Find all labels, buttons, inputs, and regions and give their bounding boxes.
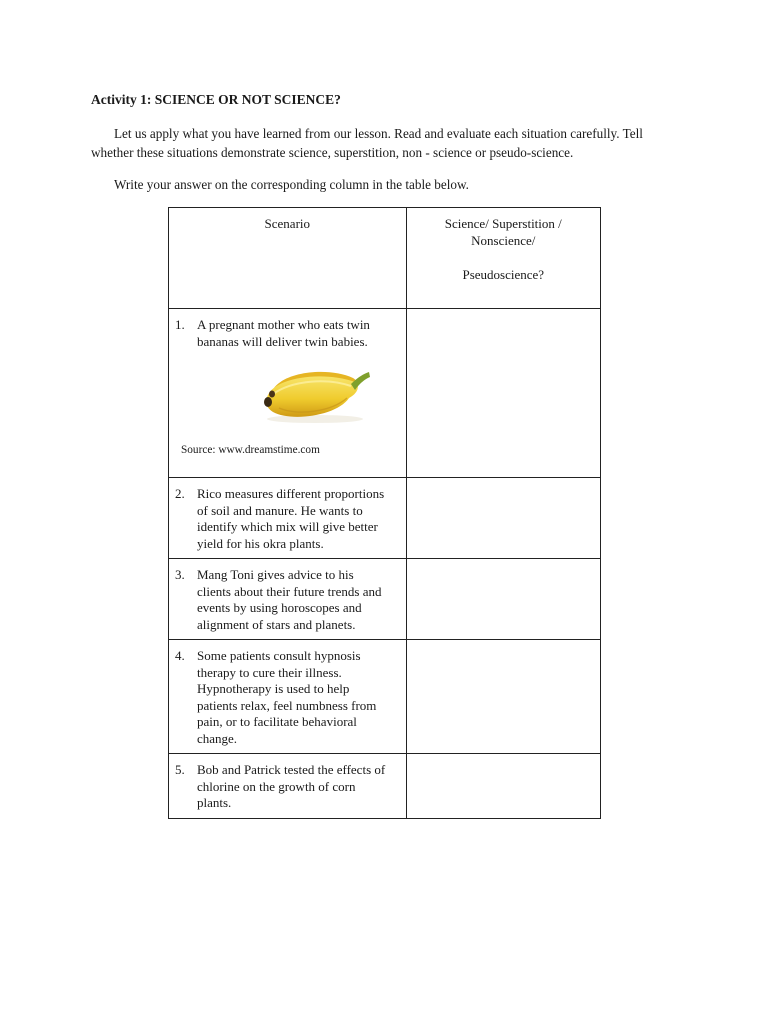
item-line: Rico measures different proportions <box>197 486 385 501</box>
intro-line-1: Let us apply what you have learned from our lesson. Read and evaluate each situation carefully. Tell <box>114 126 643 141</box>
item-line: yield for his okra plants. <box>197 535 324 551</box>
item-line: bananas will deliver twin babies. <box>197 333 368 349</box>
item-text <box>197 762 398 812</box>
answer-cell-4[interactable] <box>406 640 600 754</box>
item-line: Some patients consult hypnosis <box>197 648 361 663</box>
table-row <box>169 640 601 754</box>
item-number: 1. <box>175 317 185 332</box>
item-number: 2. <box>175 486 185 501</box>
instruction-text: Write your answer on the corresponding column in the table below. <box>114 177 469 192</box>
image-source-caption: Source: www.dreamstime.com <box>181 444 320 456</box>
item-text <box>197 648 398 747</box>
item-line: identify which mix will give better <box>197 519 378 534</box>
scenario-item-2 <box>169 478 406 558</box>
item-line: chlorine on the growth of corn <box>197 778 356 794</box>
item-line: alignment of stars and planets. <box>197 616 356 632</box>
item-number: 5. <box>175 762 185 777</box>
twin-banana-icon <box>257 364 372 426</box>
scenario-header <box>169 208 407 309</box>
item-number: 4. <box>175 648 185 663</box>
answer-cell-3[interactable] <box>406 559 600 640</box>
answer-header-line-3: Pseudoscience? <box>462 267 545 282</box>
item-number: 3. <box>175 567 185 582</box>
item-line: events by using horoscopes and <box>197 600 362 615</box>
answer-header-line-2: Nonscience/ <box>471 232 536 248</box>
activity-title: Activity 1: SCIENCE OR NOT SCIENCE? <box>91 92 341 107</box>
scenario-cell-4 <box>169 640 407 754</box>
item-line: change. <box>197 730 238 746</box>
answer-header-spacer <box>407 249 600 267</box>
intro-paragraph <box>91 124 691 162</box>
table-row <box>169 478 601 559</box>
scenario-item-4 <box>169 640 406 753</box>
intro-line-2: whether these situations demonstrate science, superstition, non - science or pseudo-science. <box>91 145 574 160</box>
answer-header <box>406 208 600 309</box>
scenario-item-1 <box>169 309 406 356</box>
scenario-header-label: Scenario <box>264 216 311 231</box>
scenario-table <box>168 207 601 819</box>
scenario-cell-1 <box>169 309 407 478</box>
table-header-row <box>169 208 601 309</box>
banana-image <box>257 364 372 426</box>
table-row <box>169 309 601 478</box>
item-line: of soil and manure. He wants to <box>197 502 363 518</box>
item-line: patients relax, feel numbness from <box>197 697 377 713</box>
item-line: clients about their future trends and <box>197 583 382 599</box>
item-line: Mang Toni gives advice to his <box>197 567 354 582</box>
instruction-paragraph <box>91 175 691 194</box>
item-line: therapy to cure their illness. <box>197 664 342 680</box>
answer-cell-1[interactable] <box>406 309 600 478</box>
scenario-cell-3 <box>169 559 407 640</box>
table-row <box>169 754 601 819</box>
scenario-cell-2 <box>169 478 407 559</box>
item-line: Bob and Patrick tested the effects of <box>197 762 386 777</box>
answer-cell-5[interactable] <box>406 754 600 819</box>
answer-cell-2[interactable] <box>406 478 600 559</box>
item-text <box>197 486 398 552</box>
item-line: Hypnotherapy is used to help <box>197 681 350 696</box>
scenario-item-5 <box>169 754 406 818</box>
scenario-item-3 <box>169 559 406 639</box>
item-line: A pregnant mother who eats twin <box>197 317 370 332</box>
answer-header-line-1: Science/ Superstition / <box>444 216 562 231</box>
scenario-cell-5 <box>169 754 407 819</box>
item-line: plants. <box>197 795 232 810</box>
item-text <box>197 567 398 633</box>
item-text <box>197 317 398 350</box>
table-row <box>169 559 601 640</box>
item-line: pain, or to facilitate behavioral <box>197 714 357 729</box>
